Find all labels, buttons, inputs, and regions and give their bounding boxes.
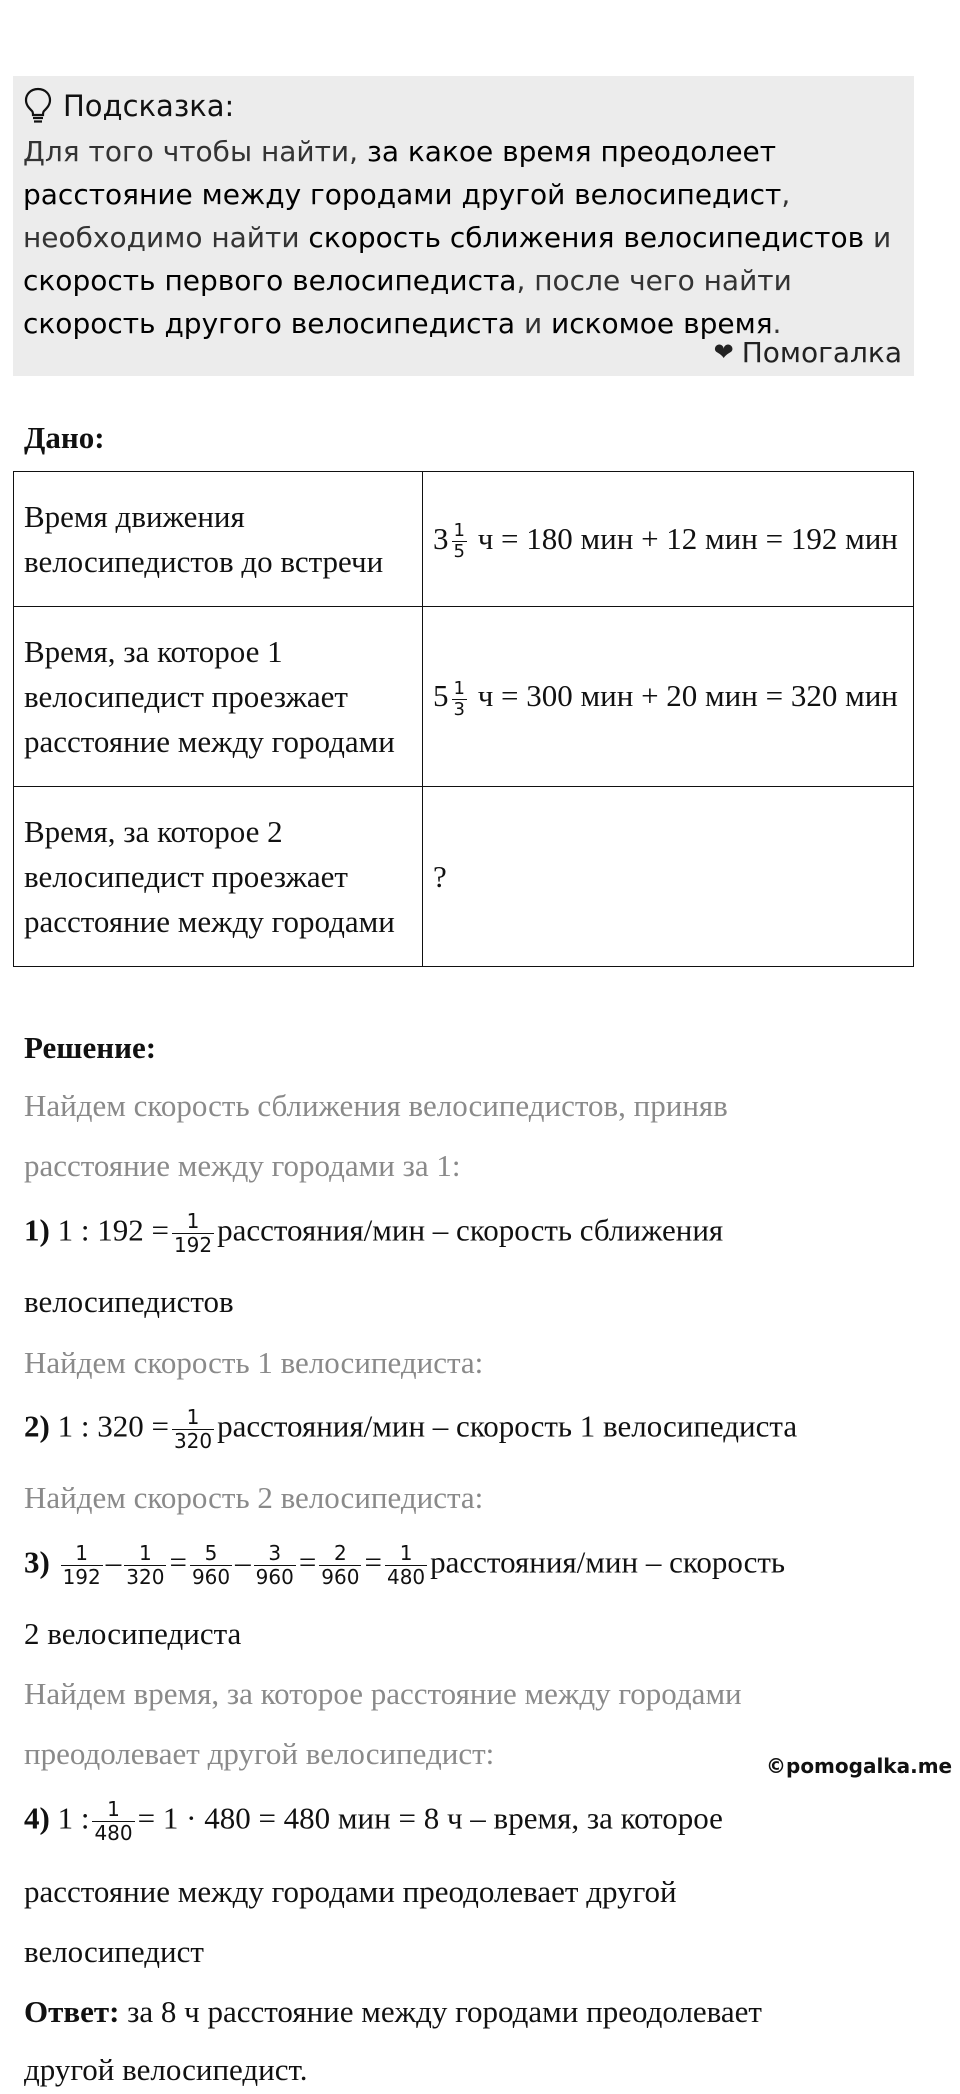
hint-key-phrase: скорость первого велосипедиста — [23, 264, 517, 297]
solution-intro: Найдем скорость сближения велосипедистов, приняв — [24, 1088, 728, 1123]
table-row — [14, 787, 914, 967]
answer-cont: другой велосипедист. — [24, 2052, 308, 2087]
fraction: $\frac{5}{960}$ — [191, 1541, 231, 1589]
hint-sign-text: Помогалка — [741, 336, 902, 369]
solution-intro: Найдем скорость 1 велосипедиста: — [24, 1345, 484, 1380]
hint-header — [23, 82, 904, 130]
table-row — [14, 607, 914, 787]
answer: Ответ: за 8 ч расстояние между городами преодолевает — [24, 1994, 762, 2029]
value-rest: ч = 180 мин + 12 мин = 192 мин — [477, 520, 898, 556]
solution-intro: преодолевает другой велосипедист: — [24, 1736, 495, 1771]
fraction: $\frac{1}{320}$ — [173, 1405, 213, 1453]
fraction: $\frac{1}{3}$ — [453, 677, 465, 720]
fraction: $\frac{1}{480}$ — [94, 1797, 133, 1845]
solution-step-4-cont: велосипедист — [24, 1934, 204, 1969]
solution-title: Решение: — [24, 1030, 157, 1065]
hint-key-phrase: за какое время преодолеет расстояние между городами другой велосипедист — [23, 135, 782, 211]
watermark: ©pomogalka.me — [766, 1754, 953, 1778]
hint-key-phrase: скорость другого велосипедиста — [23, 307, 516, 340]
hint-title: Подсказка: — [63, 88, 235, 123]
fraction: $\frac{1}{192}$ — [62, 1541, 101, 1589]
given-value: ? — [423, 787, 914, 967]
lightbulb-icon — [23, 87, 53, 125]
hint-text-segment: и — [515, 307, 552, 340]
hint-signature — [714, 331, 902, 374]
hint-text — [23, 130, 903, 345]
fraction: $\frac{1}{480}$ — [386, 1541, 426, 1589]
fraction: $\frac{2}{960}$ — [321, 1541, 360, 1589]
whole-part: 5 — [433, 678, 449, 714]
table-row — [14, 472, 914, 607]
solution-intro: Найдем скорость 2 велосипедиста: — [24, 1480, 484, 1515]
solution-step-1-cont: велосипедистов — [24, 1284, 234, 1319]
solution-step-4-cont: расстояние между городами преодолевает другой — [24, 1874, 677, 1909]
solution-intro: Найдем время, за которое расстояние между городами — [24, 1676, 742, 1711]
solution-step-2: 2) 1 : 320 = $\frac{1}{320}$ расстояния/мин – скорость 1 велосипедиста — [24, 1405, 798, 1453]
fraction: $\frac{1}{192}$ — [173, 1209, 213, 1257]
solution-intro: расстояние между городами за 1: — [24, 1148, 461, 1183]
given-label: Время движения велосипедистов до встречи — [14, 472, 423, 607]
fraction: $\frac{1}{5}$ — [453, 520, 465, 563]
given-label: Время, за которое 2 велосипедист проезжает расстояние между городами — [14, 787, 423, 967]
given-table — [13, 471, 914, 967]
hint-text-segment: , необходимо найти — [23, 178, 791, 254]
solution-step-4: 4) 1 : $\frac{1}{480}$ = 1 · 480 = 480 мин = 8 ч – время, за которое — [24, 1797, 723, 1845]
hint-text-segment: , после чего найти — [516, 264, 792, 297]
given-title: Дано: — [24, 420, 105, 455]
heart-icon: ❤ — [713, 338, 734, 366]
hint-key-phrase: скорость сближения велосипедистов — [308, 221, 865, 254]
hint-text-segment: Для того чтобы найти, — [23, 135, 367, 168]
solution-step-1: 1) 1 : 192 = $\frac{1}{192}$ расстояния/мин – скорость сближения — [24, 1209, 724, 1257]
given-value — [423, 472, 914, 607]
fraction: $\frac{1}{320}$ — [126, 1541, 165, 1589]
hint-text-segment: и — [864, 221, 892, 254]
given-label: Время, за которое 1 велосипедист проезжает расстояние между городами — [14, 607, 423, 787]
whole-part: 3 — [433, 520, 449, 556]
solution-step-3: 3) $\frac{1}{192}$ – $\frac{1}{320}$ = $\frac{5}{960}$ – $\frac{3}{960}$ = $\frac{2}{960}$ = $\frac{1}{480}$ расстояния/мин – скорость — [24, 1541, 786, 1589]
hint-block — [13, 76, 914, 376]
solution-step-3-cont: 2 велосипедиста — [24, 1616, 242, 1651]
fraction: $\frac{3}{960}$ — [255, 1541, 294, 1589]
hint-text-segment: . — [772, 307, 782, 340]
hint-key-phrase: искомое время — [551, 307, 773, 340]
value-rest: ч = 300 мин + 20 мин = 320 мин — [477, 678, 898, 714]
given-value — [423, 607, 914, 787]
